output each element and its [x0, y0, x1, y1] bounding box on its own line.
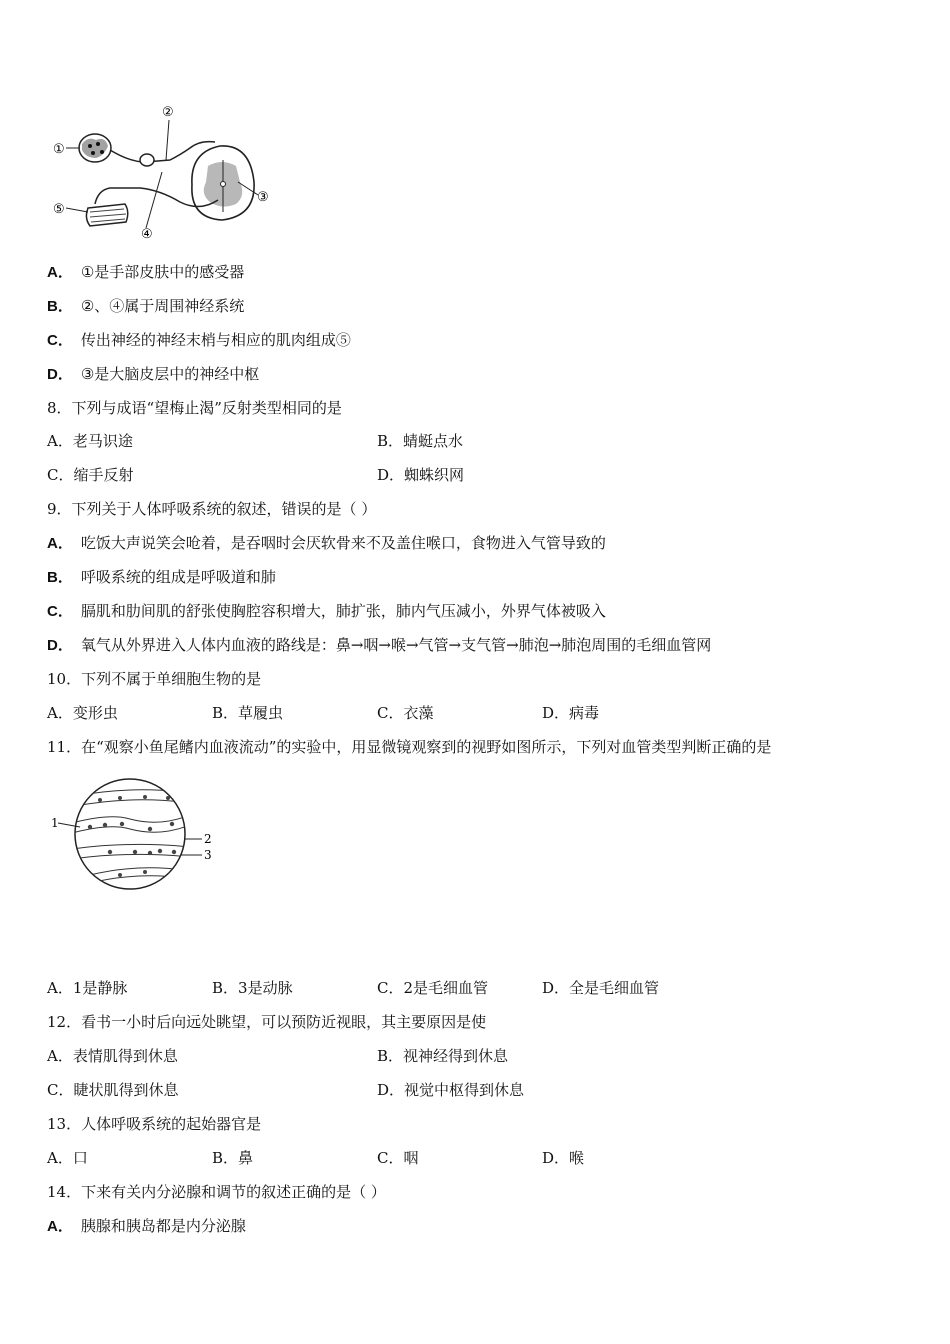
q8-option-b: B．蜻蜓点水	[377, 432, 464, 450]
q10-option-b: B．草履虫	[212, 704, 284, 722]
q7-option-d: D． ③是大脑皮层中的神经中枢	[47, 365, 260, 383]
label-4: ④	[141, 227, 153, 242]
q11-option-d: D．全是毛细血管	[542, 979, 660, 997]
effector-muscle-shape	[86, 204, 127, 226]
q9-option-a: A． 吃饭大声说笑会呛着，是吞咽时会厌软骨来不及盖住喉口，食物进入气管导致的	[47, 534, 606, 552]
q12-stem: 12．看书一小时后向远处眺望，可以预防近视眼，其主要原因是使	[47, 1013, 487, 1031]
q8-option-d: D．蜘蛛织网	[377, 466, 465, 484]
q8-option-c: C．缩手反射	[47, 466, 134, 484]
field-of-view-circle	[75, 779, 185, 889]
vessel-label-3: 3	[204, 848, 212, 862]
q7-option-c: C． 传出神经的神经末梢与相应的肌肉组成⑤	[47, 331, 351, 349]
label-3: ③	[257, 190, 269, 205]
label-1: ①	[53, 142, 65, 157]
q11-option-c: C．2是毛细血管	[377, 979, 489, 997]
label-2: ②	[162, 105, 174, 120]
q9-option-c: C． 膈肌和肋间肌的舒张使胸腔容积增大，肺扩张，肺内气压减小，外界气体被吸入	[47, 602, 606, 620]
q9-option-b: B． 呼吸系统的组成是呼吸道和肺	[47, 568, 276, 586]
q8-stem: 8．下列与成语“望梅止渴”反射类型相同的是	[47, 399, 342, 417]
vessel-label-2: 2	[204, 832, 212, 846]
q10-option-d: D．病毒	[542, 704, 600, 722]
label-5: ⑤	[53, 202, 65, 217]
q10-option-a: A．变形虫	[47, 704, 118, 722]
q12-option-b: B．视神经得到休息	[377, 1047, 509, 1065]
q12-option-c: C．睫状肌得到休息	[47, 1081, 179, 1099]
q9-option-d: D． 氧气从外界进入人体内血液的路线是：鼻→咽→喉→气管→支气管→肺泡→肺泡周围的毛细血管网	[47, 636, 712, 654]
q10-option-c: C．衣藻	[377, 704, 434, 722]
q11-option-a: A．1是静脉	[47, 979, 128, 997]
vessel-label-1: 1	[51, 816, 59, 830]
q12-option-a: A．表情肌得到休息	[47, 1047, 178, 1065]
spinal-cord-shape	[192, 146, 254, 220]
q10-stem: 10．下列不属于单细胞生物的是	[47, 670, 262, 688]
q13-option-c: C．咽	[377, 1149, 419, 1167]
q13-option-a: A．口	[47, 1149, 88, 1167]
q14-stem: 14．下来有关内分泌腺和调节的叙述正确的是（ ）	[47, 1183, 386, 1201]
ganglion	[140, 154, 154, 166]
q7-option-a: A． ①是手部皮肤中的感受器	[47, 263, 245, 281]
q13-stem: 13．人体呼吸系统的起始器官是	[47, 1115, 262, 1133]
q13-option-d: D．喉	[542, 1149, 585, 1167]
q7-option-b: B． ②、④属于周围神经系统	[47, 297, 245, 315]
reflex-arc-figure	[50, 100, 275, 245]
q11-option-b: B．3是动脉	[212, 979, 293, 997]
q8-option-a: A．老马识途	[47, 432, 133, 450]
q11-stem: 11．在“观察小鱼尾鳍内血液流动”的实验中，用显微镜观察到的视野如图所示，下列对血管类型判断正确的是	[47, 738, 772, 756]
q14-option-a: A． 胰腺和胰岛都是内分泌腺	[47, 1217, 246, 1235]
q12-option-d: D．视觉中枢得到休息	[377, 1081, 525, 1099]
microscope-field-figure	[50, 775, 220, 895]
receptor-skin-shape	[79, 134, 111, 162]
q9-stem: 9．下列关于人体呼吸系统的叙述，错误的是（ ）	[47, 500, 377, 518]
q13-option-b: B．鼻	[212, 1149, 254, 1167]
